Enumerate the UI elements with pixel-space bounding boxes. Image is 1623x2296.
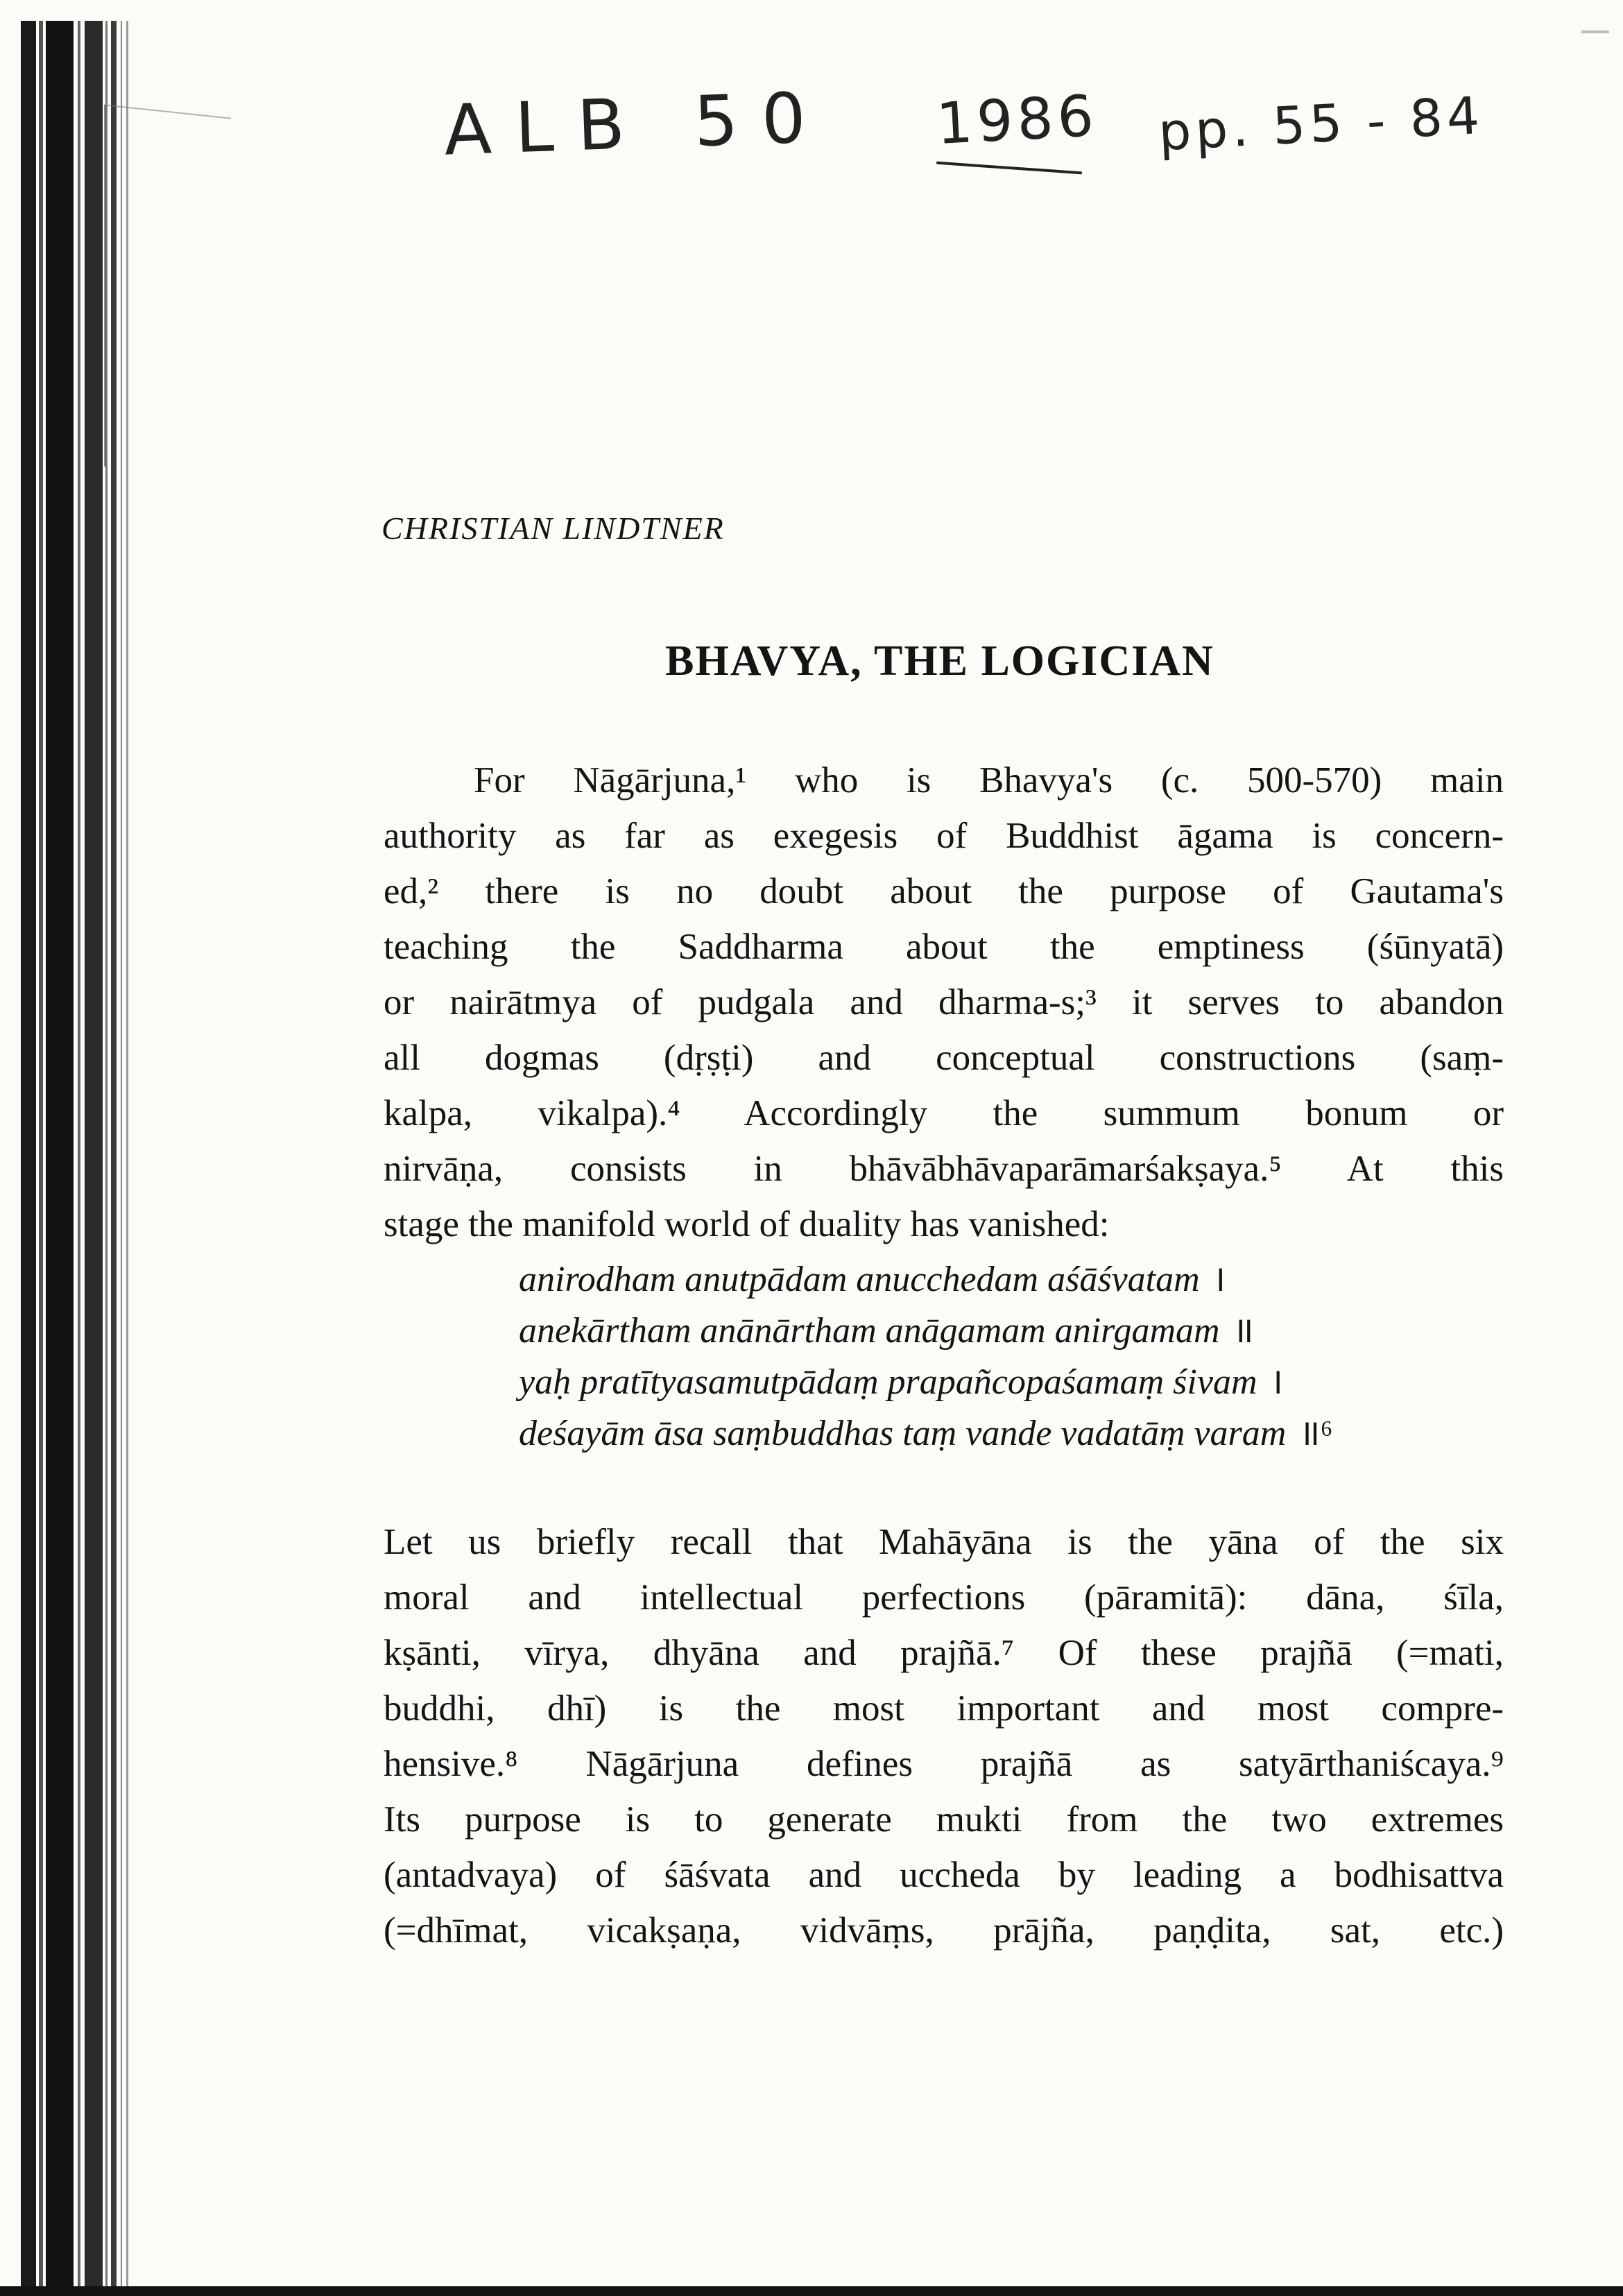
paragraph-line: (antadvaya) of śāśvata and uccheda by leading a bodhisattva xyxy=(384,1855,1504,1895)
verse-text: yaḥ pratītyasamutpādaṃ prapañcopaśamaṃ śivam xyxy=(519,1362,1257,1402)
paragraph-line: hensive.⁸ Nāgārjuna defines prajñā as satyārthaniścaya.⁹ xyxy=(384,1744,1504,1784)
paragraph-line: teaching the Saddharma about the emptiness (śūnyatā) xyxy=(384,927,1504,967)
paragraph-line: Its purpose is to generate mukti from the two extremes xyxy=(384,1799,1504,1840)
verse-quotation xyxy=(519,1254,1333,1459)
paragraph-line: kalpa, vikalpa).⁴ Accordingly the summum bonum or xyxy=(384,1093,1504,1133)
paragraph-line: buddhi, dhī) is the most important and most compre- xyxy=(384,1688,1504,1729)
paragraph-line: ed,² there is no doubt about the purpose of Gautama's xyxy=(384,871,1504,911)
paragraph-line: nirvāṇa, consists in bhāvābhāvaparāmarśakṣaya.⁵ At this xyxy=(384,1149,1504,1189)
annotation-reference: ALB 50 xyxy=(443,76,831,171)
verse-line xyxy=(519,1305,1333,1357)
paragraph-2 xyxy=(384,1514,1504,1958)
paragraph-line: moral and intellectual perfections (pāramitā): dāna, śīla, xyxy=(384,1577,1504,1618)
verse-text: anirodham anutpādam anucchedam aśāśvatam xyxy=(519,1260,1200,1299)
paragraph-line: kṣānti, vīrya, dhyāna and prajñā.⁷ Of these prajñā (=mati, xyxy=(384,1633,1504,1673)
verse-danda: ॥⁶ xyxy=(1298,1414,1333,1453)
verse-danda: । xyxy=(1212,1260,1226,1299)
paragraph-line: Let us briefly recall that Mahāyāna is the yāna of the six xyxy=(384,1522,1504,1562)
verse-danda: ॥ xyxy=(1232,1311,1254,1351)
paragraph-line: (=dhīmat, vicakṣaṇa, vidvāṃs, prājña, paṇḍita, sat, etc.) xyxy=(384,1910,1504,1951)
verse-danda: । xyxy=(1269,1362,1284,1402)
paragraph-line: all dogmas (dṛṣṭi) and conceptual constructions (saṃ- xyxy=(384,1038,1504,1078)
annotation-year-underline xyxy=(936,162,1082,175)
paragraph-line: or nairātmya of pudgala and dharma-s;³ it serves to abandon xyxy=(384,982,1504,1022)
handwritten-annotation xyxy=(443,76,1554,222)
paragraph-line: authority as far as exegesis of Buddhist āgama is concern- xyxy=(384,816,1504,856)
folded-page-edge xyxy=(104,104,231,479)
author-name: CHRISTIAN LINDTNER xyxy=(381,511,725,546)
annotation-year: 1986 xyxy=(934,83,1100,158)
article-title: BHAVYA, THE LOGICIAN xyxy=(665,637,1214,685)
verse-line xyxy=(519,1357,1333,1408)
paragraph-line: stage the manifold world of duality has vanished: xyxy=(384,1204,1110,1244)
scan-corner-mark xyxy=(1581,31,1609,33)
paragraph-1 xyxy=(384,753,1504,1252)
scan-bottom-edge xyxy=(0,2286,1623,2296)
paragraph-line: For Nāgārjuna,¹ who is Bhavya's (c. 500-570) main xyxy=(474,760,1504,800)
verse-text: deśayām āsa saṃbuddhas taṃ vande vadatāṃ varam xyxy=(519,1414,1287,1453)
verse-line xyxy=(519,1408,1333,1459)
annotation-pages: pp. 55 - 84 xyxy=(1157,85,1485,163)
verse-text: anekārtham anānārtham anāgamam anirgamam xyxy=(519,1311,1220,1351)
verse-line xyxy=(519,1254,1333,1305)
